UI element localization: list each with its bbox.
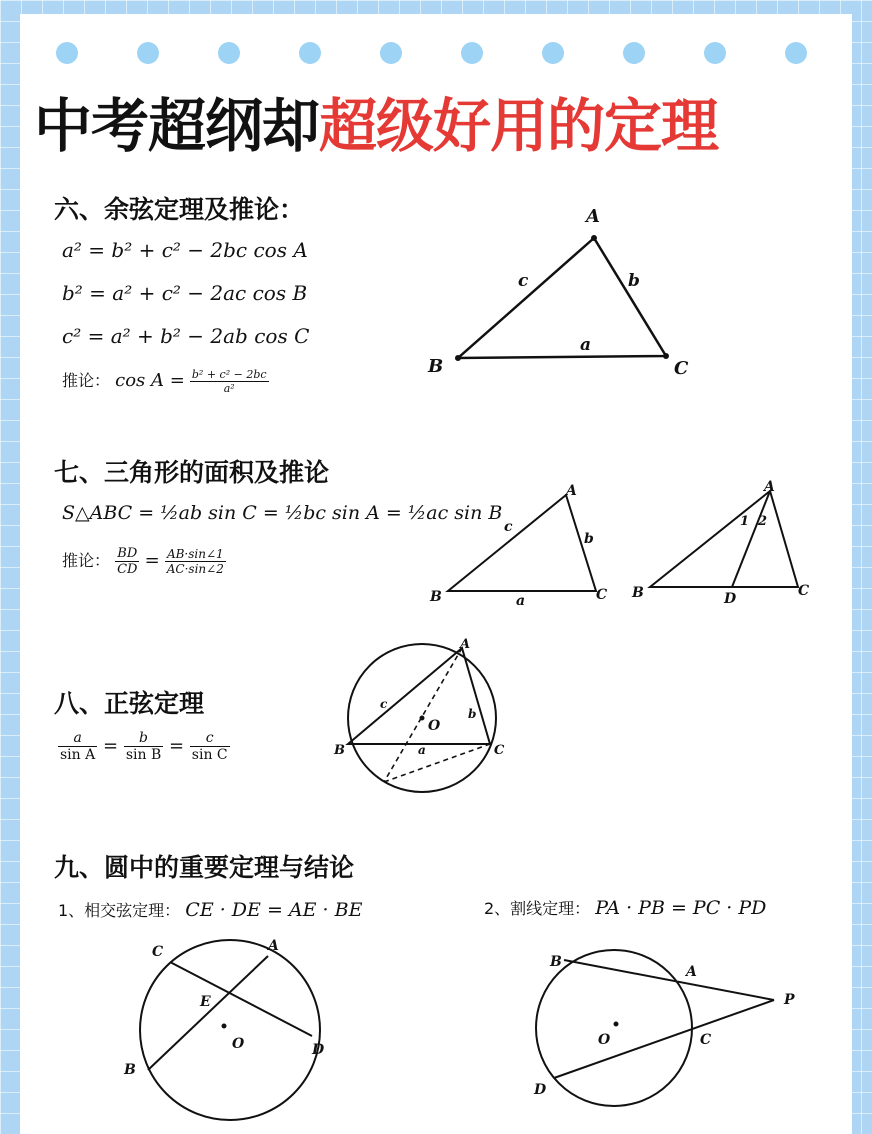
side-a: a [580,335,592,355]
label-b: B [428,356,444,377]
center-dot [222,1024,227,1029]
side-c: c [504,519,513,535]
label-c: C [700,1032,712,1048]
cosine-law-c: c² = a² + b² − 2ab cos C [62,324,310,348]
binder-hole [380,42,402,64]
fraction-denominator: AC·sin∠2 [166,562,224,576]
area-formula: S△ABC = ½ab sin C = ½bc sin A = ½ac sin B [62,502,503,524]
binder-hole [299,42,321,64]
label-b: B [430,589,442,605]
secant-figure [530,940,830,1120]
triangle-abc [448,495,596,591]
title-black-part: 中考超纲却 [34,92,320,160]
label-a: A [460,637,471,652]
side-b: b [584,531,594,547]
chord-cd [170,962,312,1036]
fraction-numerator: AB·sin∠1 [165,547,226,562]
center-dot [614,1022,619,1027]
label-c: C [674,358,689,379]
sec7-heading: 七、三角形的面积及推论 [54,458,330,487]
binder-holes [20,42,852,68]
theorem-formula: PA · PB = PC · PD [595,897,767,919]
label-c: C [596,587,608,603]
sine-fraction-c [190,730,230,763]
fraction-numerator: c [190,730,230,747]
sine-fraction-b [124,730,163,763]
corollary-fraction [190,368,269,395]
fraction-denominator: CD [117,562,138,577]
intersecting-chords-theorem [58,898,362,921]
label-b: B [632,585,644,601]
intersecting-chords-figure [118,930,348,1120]
sec6-corollary [62,368,269,395]
sec6-triangle-figure [420,200,710,390]
label-c: C [494,743,505,758]
center-dot [420,716,425,721]
sine-law [58,730,230,763]
binder-hole [56,42,78,64]
label-o: O [598,1032,611,1048]
fraction-denominator: a² [223,382,235,395]
binder-hole [461,42,483,64]
fraction-denominator: sin A [60,747,96,763]
cosine-law-b: b² = a² + c² − 2ac cos B [62,281,308,305]
label-e: E [200,994,211,1010]
sec7-corollary [62,546,226,577]
label-a: A [764,479,775,495]
theorem-label: 2、割线定理： [484,899,591,918]
label-d: D [724,591,737,607]
label-d: D [534,1082,547,1098]
fraction-numerator: BD [115,546,139,562]
binder-hole [704,42,726,64]
equals-sign: = [168,735,185,757]
fraction-numerator: b² + c² − 2bc [191,368,267,381]
equals-sign: = [144,550,160,571]
page-title [34,86,718,166]
fraction-numerator: a [58,730,97,747]
sec7-triangle-figure [420,475,620,615]
ratio-fraction [115,546,139,577]
binder-hole [623,42,645,64]
corollary-label: 推论： [62,551,111,570]
binder-hole [137,42,159,64]
sec9-heading: 九、圆中的重要定理与结论 [54,853,355,882]
label-b: B [334,743,345,758]
fraction-denominator: sin C [191,747,228,763]
side-c: c [380,697,388,711]
side-b: b [468,707,477,721]
theorem-label: 1、相交弦定理： [58,901,181,920]
corollary-lhs: cos A = [115,370,185,391]
label-a: A [566,483,577,499]
title-red-part: 超级好用的定理 [319,92,719,160]
sec6-heading: 六、余弦定理及推论： [54,195,305,224]
label-a: A [686,964,697,980]
sec7-bisector-figure [626,475,826,615]
vertex-c-dot [663,353,669,359]
label-o: O [232,1036,245,1052]
vertex-a-dot [591,235,597,241]
triangle-abc [650,491,798,587]
sine-fraction-a [58,730,97,763]
chord-ab [148,956,268,1070]
corollary-label: 推论： [62,371,111,390]
binder-hole [542,42,564,64]
label-d: D [312,1042,325,1058]
diameter-dashed [384,648,462,782]
label-c: C [798,583,810,599]
side-b: b [628,271,640,291]
label-b: B [550,954,562,970]
vertex-b-dot [455,355,461,361]
binder-hole [785,42,807,64]
label-a: A [586,206,600,227]
secant-pb [564,960,774,1000]
label-a: A [268,938,279,954]
fraction-numerator: b [124,730,163,747]
circle [536,950,692,1106]
label-o: O [428,718,441,734]
binder-hole [218,42,240,64]
sec8-heading: 八、正弦定理 [54,689,205,718]
cosine-law-a: a² = b² + c² − 2bc cos A [62,238,308,262]
sec8-circumcircle-figure [330,632,520,802]
side-c: c [518,271,529,291]
angle-2-label: 2 [758,514,768,529]
label-p: P [784,992,795,1008]
side-a: a [516,593,526,609]
triangle-abc [348,648,490,744]
label-c: C [152,944,164,960]
side-a: a [418,743,426,757]
sine-ratio-fraction [165,547,226,576]
chord-dashed [384,744,490,782]
angle-1-label: 1 [740,514,750,529]
circle [140,940,320,1120]
secant-theorem [484,896,766,919]
triangle-abc [458,238,666,358]
fraction-denominator: sin B [125,747,162,763]
theorem-formula: CE · DE = AE · BE [185,899,363,921]
label-b: B [124,1062,136,1078]
secant-pd [554,1000,774,1078]
equals-sign: = [102,735,119,757]
